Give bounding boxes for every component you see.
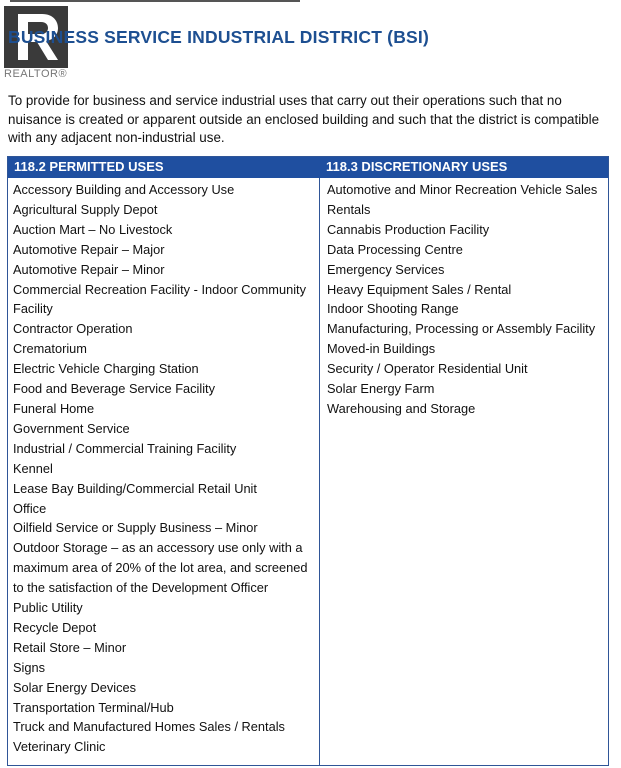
- list-item: Veterinary Clinic: [13, 739, 106, 755]
- list-item: Solar Energy Farm: [327, 381, 435, 397]
- list-item: Warehousing and Storage: [327, 400, 476, 416]
- district-purpose: To provide for business and service industrial uses that carry out their operations such that no nuisance is created or apparent outside an enclosed building and such that the district is compatible with any adjacent non-industrial use.: [8, 93, 600, 145]
- list-item: Funeral Home: [13, 400, 95, 416]
- list-item: Solar Energy Devices: [13, 679, 137, 695]
- permitted-uses-list: [13, 180, 313, 757]
- list-item: Contractor Operation: [13, 321, 133, 337]
- list-item: Government Service: [13, 420, 130, 436]
- list-item: Heavy Equipment Sales / Rental: [327, 281, 512, 297]
- list-item: Public Utility: [13, 600, 83, 616]
- list-item: Moved-in Buildings: [327, 341, 436, 357]
- list-item: Office: [13, 500, 47, 516]
- list-item: Truck and Manufactured Homes Sales / Rentals: [13, 719, 285, 735]
- page-title: BUSINESS SERVICE INDUSTRIAL DISTRICT (BSI): [8, 27, 429, 47]
- list-item: Lease Bay Building/Commercial Retail Unit: [13, 480, 257, 496]
- list-item: Emergency Services: [327, 261, 445, 277]
- list-item: Automotive Repair – Minor: [13, 261, 165, 277]
- list-item: Automotive and Minor Recreation Vehicle Sales Rentals: [327, 182, 598, 217]
- list-item: Data Processing Centre: [327, 241, 463, 257]
- list-item: Outdoor Storage – as an accessory use only with a maximum area of 20% of the lot area, and screened to the satisfaction of the Development Officer: [13, 540, 308, 596]
- uses-table: [7, 156, 609, 766]
- column-divider: [319, 178, 320, 765]
- list-item: Recycle Depot: [13, 619, 97, 635]
- list-item: Kennel: [13, 460, 53, 476]
- list-item: Agricultural Supply Depot: [13, 201, 158, 217]
- list-item: Indoor Shooting Range: [327, 301, 459, 317]
- discretionary-uses-header: 118.3 DISCRETIONARY USES: [326, 159, 508, 174]
- list-item: Accessory Building and Accessory Use: [13, 182, 235, 197]
- list-item: Food and Beverage Service Facility: [13, 381, 216, 397]
- table-header: [8, 157, 608, 178]
- list-item: Cannabis Production Facility: [327, 221, 490, 237]
- list-item: Oilfield Service or Supply Business – Minor: [13, 520, 258, 536]
- list-item: Electric Vehicle Charging Station: [13, 361, 199, 377]
- list-item: Transportation Terminal/Hub: [13, 699, 174, 715]
- top-rule: [10, 0, 300, 2]
- list-item: Retail Store – Minor: [13, 639, 127, 655]
- list-item: Signs: [13, 659, 46, 675]
- list-item: Commercial Recreation Facility - Indoor Community Facility: [13, 281, 306, 317]
- permitted-uses-header: 118.2 PERMITTED USES: [14, 159, 164, 174]
- list-item: Crematorium: [13, 341, 87, 357]
- realtor-logo-text: REALTOR®: [4, 68, 68, 80]
- list-item: Security / Operator Residential Unit: [327, 361, 528, 377]
- list-item: Automotive Repair – Major: [13, 241, 165, 257]
- list-item: Industrial / Commercial Training Facility: [13, 440, 237, 456]
- list-item: Auction Mart – No Livestock: [13, 221, 173, 237]
- list-item: Manufacturing, Processing or Assembly Facility: [327, 321, 596, 337]
- discretionary-uses-list: [327, 180, 609, 419]
